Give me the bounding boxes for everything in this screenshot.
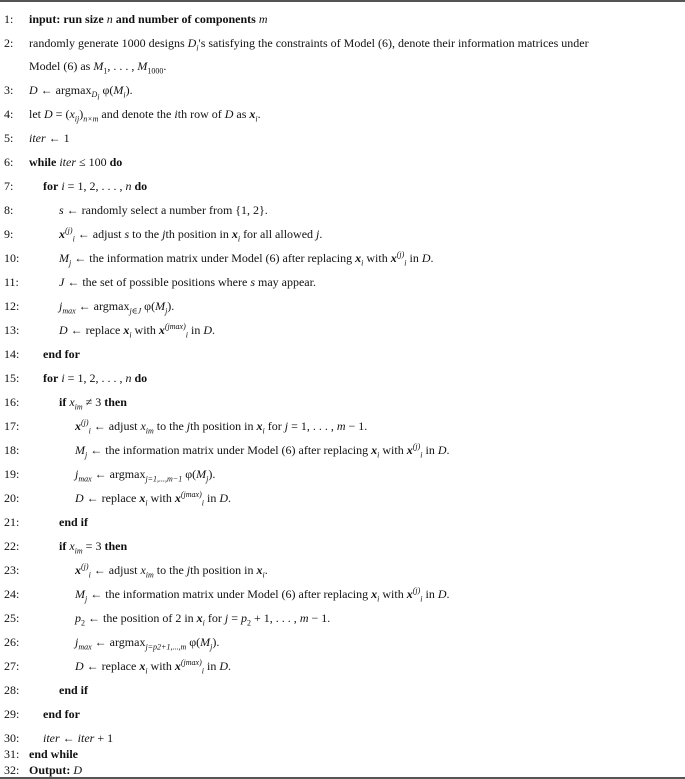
keyword-input: input: xyxy=(29,12,61,26)
algo-line-3: 3: D ← argmax$_{D_i}$ $\varphi(M_i)$. xyxy=(4,83,133,102)
algo-line-9: 9: $x^{(j)}_i$ ← adjust s to the jth position in $x_i$ for all allowed j. xyxy=(4,226,323,244)
algo-line-10: 10: $M_j$ ← the information matrix under Model (6) after replacing $x_i$ with $x^{(j)}_i$ in D. xyxy=(4,250,434,268)
algo-line-31: 31: end while xyxy=(4,747,79,761)
algo-line-15: 15: for i = 1, 2, . . . , n do xyxy=(4,371,148,385)
algo-line-11: 11: J ← the set of possible positions where s may appear. xyxy=(4,275,316,289)
algo-line-21: 21: end if xyxy=(4,515,89,529)
algo-line-22: 22: if $x_{im} = 3$ then xyxy=(4,539,128,556)
algo-line-26: 26: $j_{max}$ ← argmax$_{j=p2+1,...,m}$ $\varphi(M_j)$. xyxy=(4,635,220,652)
algo-line-12: 12: $j_{max}$ ← argmax$_{j\in J}$ $\varphi(M_j)$. xyxy=(4,299,175,316)
algo-line-7: 7: for i = 1, 2, . . . , n do xyxy=(4,179,148,193)
algo-line-4: 4: let $D = (x_{ij})_{n\times m}$ and denote the ith row of D as $x_i$. xyxy=(4,107,261,124)
algo-line-18: 18: $M_j$ ← the information matrix under Model (6) after replacing $x_i$ with $x^{(j)}_i$ in D. xyxy=(4,442,450,460)
algo-line-14: 14: end for xyxy=(4,347,80,361)
algo-line-13: 13: D ← replace $x_i$ with $x^{(jmax)}_i$ in D. xyxy=(4,322,216,340)
line-number: 1: xyxy=(4,12,14,26)
algo-line-19: 19: $j_{max}$ ← argmax$_{j=1,...,m-1}$ $\varphi(M_j)$. xyxy=(4,467,216,484)
algo-line-20: 20: D ← replace $x_i$ with $x^{(jmax)}_i$ in D. xyxy=(4,490,232,508)
algo-line-27: 27: D ← replace $x_i$ with $x^{(jmax)}_i$ in D. xyxy=(4,658,232,676)
algo-line-29: 29: end for xyxy=(4,707,80,721)
algo-line-17: 17: $x^{(j)}_i$ ← adjust $x_{im}$ to the jth position in $x_i$ for j = 1, . . . , m − 1. xyxy=(4,418,368,436)
algo-line-8: 8: s ← randomly select a number from {1, 2}. xyxy=(4,203,268,217)
algo-line-6: 6: while iter ≤ 100 do xyxy=(4,155,123,169)
algo-line-2-cont: Model (6) as $M_1$, . . . , $M_{1000}$. xyxy=(29,59,167,76)
algo-line-24: 24: $M_j$ ← the information matrix under Model (6) after replacing $x_i$ with $x^{(j)}_i$ in D. xyxy=(4,586,450,604)
algo-line-5: 5: iter ← 1 xyxy=(4,131,70,145)
algo-line-32: 32: Output: D xyxy=(4,763,83,777)
algo-line-30: 30: iter ← iter + 1 xyxy=(4,731,114,745)
algo-line-2: 2: randomly generate 1000 designs $D_i's$ satisfying the constraints of Model (6), denote their information matrices under xyxy=(4,36,589,53)
algo-line-28: 28: end if xyxy=(4,683,89,697)
algo-line-1: 1: input: run size n and number of components m xyxy=(0,11,268,27)
algo-line-25: 25: $p_2$ ← the position of 2 in $x_i$ for $j = p_2 + 1$, . . . , m − 1. xyxy=(4,611,331,628)
algo-line-16: 16: if $x_{im} \ne 3$ then xyxy=(4,395,127,412)
algo-line-23: 23: $x^{(j)}_i$ ← adjust $x_{im}$ to the jth position in $x_i$. xyxy=(4,562,268,580)
